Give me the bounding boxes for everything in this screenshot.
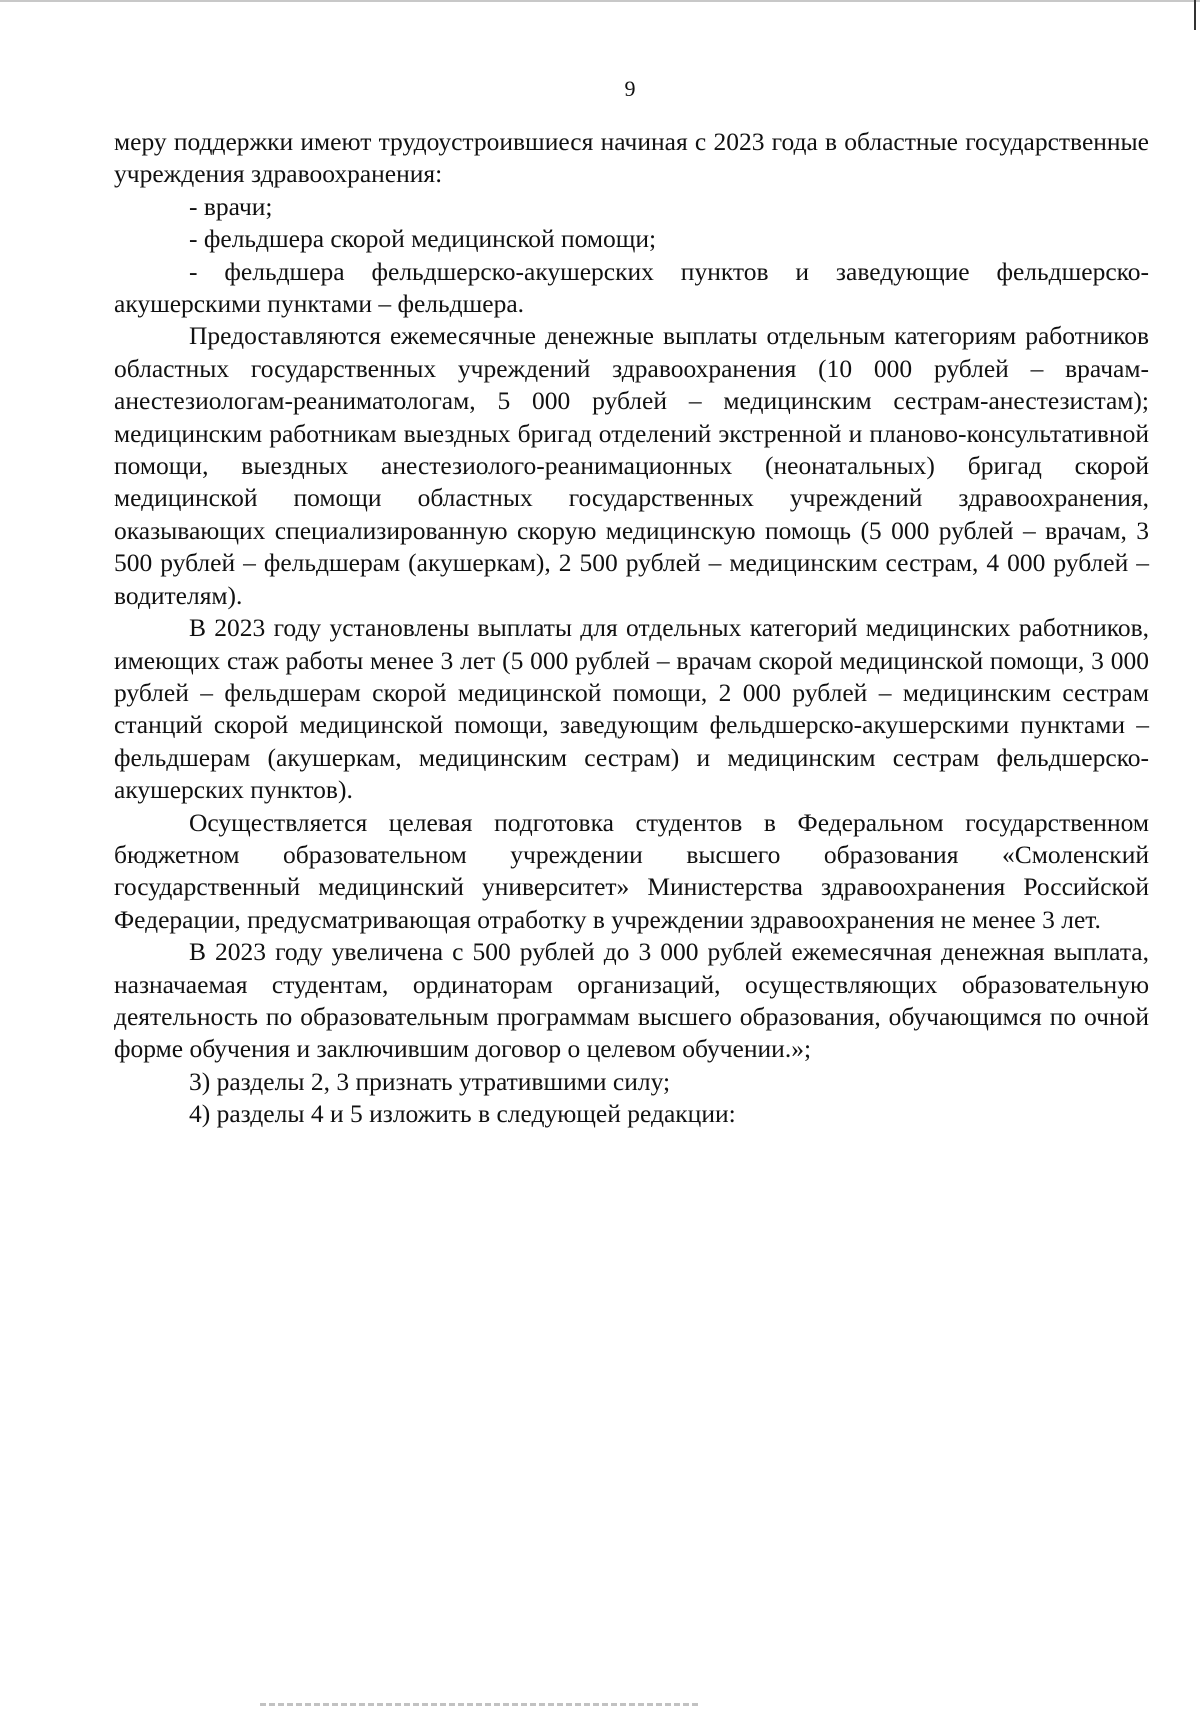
list-item-doctors: - врачи;: [189, 191, 273, 221]
paragraph-student-payment: В 2023 году увеличена с 500 рублей до 3 000 рублей ежемесячная денежная выплата, назначаемая студентам, ординаторам организаций, осуществляющих образовательную деятельность по образовательным программам высшего образования, обучающимся по очной форме обучения и заключившим договор о целевом обучении.»;: [114, 937, 1149, 1064]
paragraph-monthly-payments: Предоставляются ежемесячные денежные выплаты отдельным категориям работников областных государственных учреждений здравоохранения (10 000 рублей – врачам-анестезиологам-реаниматологам, 5 000 рублей – медицинским сестрам-анестезистам); медицинским работникам выездных бригад отделений экстренной и планово-консультативной помощи, выездных анестезиолого-реанимационных (неонатальных) бригад скорой медицинской помощи областных государственных учреждений здравоохранения, оказывающих специализированную скорую медицинскую помощь (5 000 рублей – врачам, 3 500 рублей – фельдшерам (акушеркам), 2 500 рублей – медицинским сестрам, 4 000 рублей – водителям).: [114, 321, 1149, 610]
paragraph-item-3: 3) разделы 2, 3 признать утратившими силу;: [189, 1066, 671, 1096]
paragraph-item-4: 4) разделы 4 и 5 изложить в следующей редакции:: [189, 1099, 736, 1129]
scan-top-border: [0, 0, 1200, 2]
list-item-fap-paramedics: - фельдшера фельдшерско-акушерских пунктов и заведующие фельдшерско-акушерскими пунктами – фельдшера.: [114, 256, 1149, 319]
paragraph-2023-payments: В 2023 году установлены выплаты для отдельных категорий медицинских работников, имеющих стаж работы менее 3 лет (5 000 рублей – врачам скорой медицинской помощи, 3 000 рублей – фельдшерам скорой медицинской помощи, 2 000 рублей – медицинским сестрам станций скорой медицинской помощи, заведующим фельдшерско-акушерскими пунктами – фельдшерам (акушеркам, медицинским сестрам) и медицинским сестрам фельдшерско-акушерских пунктов).: [114, 613, 1149, 805]
paragraph-targeted-training: Осуществляется целевая подготовка студентов в Федеральном государственном бюджетном образовательном учреждении высшего образования «Смоленский государственный медицинский университет» Министерства здравоохранения Российской Федерации, предусматривающая отработку в учреждении здравоохранения не менее 3 лет.: [114, 807, 1149, 934]
scan-right-edge: [1194, 0, 1196, 30]
paragraph-support-measure: меру поддержки имеют трудоустроившиеся начиная с 2023 года в областные государственные учреждения здравоохранения:: [114, 127, 1149, 189]
document-body: [114, 126, 1149, 1131]
scan-bottom-artifact: [260, 1703, 700, 1706]
page-number: 9: [624, 76, 636, 101]
list-item-ambulance-paramedics: - фельдшера скорой медицинской помощи;: [189, 224, 657, 254]
